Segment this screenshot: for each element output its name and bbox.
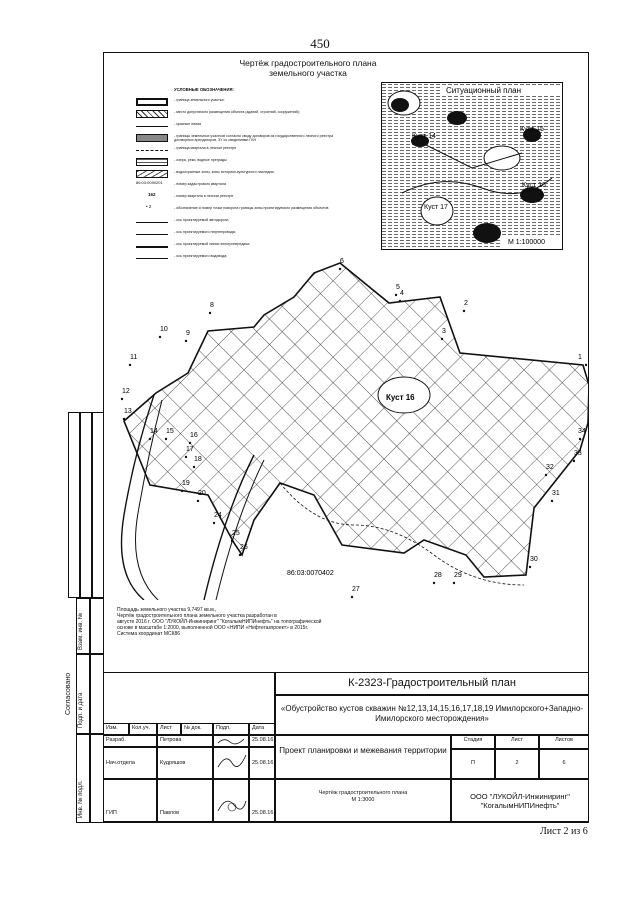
legend-item: - ось проектируемой линии электропередачи; <box>174 241 251 246</box>
sheet-title-cell <box>275 779 451 823</box>
object-name: «Обустройство кустов скважин №12,13,14,15,16,17,18,19 Имилорского+Западно-Имилорского месторождения» <box>275 695 589 735</box>
signature-developer <box>213 735 249 747</box>
turning-point-label: 12 <box>122 388 130 395</box>
name-developer: Петрова <box>157 735 213 747</box>
turning-point-marker <box>529 566 531 568</box>
turning-point-marker <box>239 554 241 556</box>
situation-plan <box>381 82 563 250</box>
legend-item: - граница квартала в лесном реестре <box>174 145 237 150</box>
legend-item: - ось проектируемого нефтепровода; <box>174 229 236 234</box>
road-axis-symbol <box>136 222 168 223</box>
turning-point-label: 34 <box>578 428 586 435</box>
stage-value: П <box>451 749 495 779</box>
hdr-sheet-num: Лист <box>495 735 539 749</box>
area-note-line: августе 2016 г. ООО "ЛУКОЙЛ-Инжиниринг" "КогалымНИПИнефть" на топографической <box>117 619 322 625</box>
hdr-change: Изм. <box>103 723 129 735</box>
land-plot-map <box>104 255 588 600</box>
red-line-symbol <box>136 126 168 127</box>
turning-point-marker <box>463 310 465 312</box>
legend-item: - номер кадастрового квартала <box>174 181 226 186</box>
hdr-signature: Подп. <box>213 723 249 735</box>
date-head: 25.08.16 <box>249 747 275 779</box>
forest-quarter-boundary-symbol <box>136 150 168 151</box>
turning-point-marker <box>185 340 187 342</box>
hdr-doc-no: № док. <box>181 723 213 735</box>
turning-point-marker <box>551 500 553 502</box>
turning-point-marker <box>181 490 183 492</box>
turning-point-label: 3 <box>442 328 446 335</box>
date-chief-engineer: 25.08.16 <box>249 779 275 823</box>
legend <box>136 88 351 265</box>
sheet-title: Чертёж градостроительного плана <box>318 790 408 796</box>
turning-point-label: 2 <box>464 300 468 307</box>
legend-item: - водоохранные зоны, зоны историко-культурного наследия; <box>174 169 275 174</box>
turning-point-marker <box>573 460 575 462</box>
turning-point-label: 32 <box>546 464 554 471</box>
turning-point-label: 15 <box>166 428 174 435</box>
turning-point-marker <box>193 466 195 468</box>
area-note-line: Система координат МСК86 <box>117 631 181 637</box>
turning-point-label: 5 <box>396 284 400 291</box>
parcel-boundary-symbol <box>136 98 168 106</box>
signature-head <box>213 747 249 779</box>
turning-point-label: 17 <box>186 446 194 453</box>
turning-point-label: 4 <box>400 290 404 297</box>
hdr-count: Кол.уч. <box>129 723 157 735</box>
legend-item: - красные линии <box>174 121 202 126</box>
turning-point-marker <box>165 438 167 440</box>
turning-point-marker <box>231 540 233 542</box>
date-developer: 25.08.16 <box>249 735 275 747</box>
turning-point-marker <box>395 294 397 296</box>
turning-point-label: 10 <box>160 326 168 333</box>
signature-chief-engineer <box>213 779 249 823</box>
legend-item: - озера, реки, водные преграды <box>174 157 227 162</box>
power-line-axis-symbol <box>136 246 168 248</box>
turning-point-marker <box>351 596 353 598</box>
cadastral-number: 86:03:0070402 <box>287 570 334 577</box>
oil-pipeline-axis-symbol <box>136 234 168 235</box>
title-block <box>103 672 589 823</box>
turning-point-marker <box>399 300 401 302</box>
legend-item: - место допустимого размещения объекта (зданий, строений, сооружений); <box>174 109 300 114</box>
pad-16-label: Куст 16 <box>386 393 415 402</box>
turning-point-marker <box>213 522 215 524</box>
role-head: Нач.отдела <box>103 747 157 779</box>
document-code: К-2323-Градостроительный план <box>275 673 589 695</box>
original-inventory-label: Инв. № подл. <box>78 780 84 818</box>
turning-point-label: 14 <box>150 428 158 435</box>
pad-14-label: Куст 14 <box>412 133 436 140</box>
situation-scale: М 1:100000 <box>508 239 545 246</box>
area-note-line: Площадь земельного участка 9,7497 кв.м., <box>117 607 217 613</box>
project-name: Проект планировки и межевания территории <box>275 735 451 779</box>
legend-item: - номер квартала в лесном реестре <box>174 193 234 198</box>
area-note-line: основе в масштабе 1:2000, выполненной ООО «НИПИ «Нефтегазпроект» в 2015г. <box>117 625 309 631</box>
turning-point-label: 33 <box>574 450 582 457</box>
turning-point-marker <box>433 582 435 584</box>
name-head: Кудряшов <box>157 747 213 779</box>
forest-parcels-symbol <box>136 134 168 142</box>
legend-item: - ось проектируемой автодороги; <box>174 217 230 222</box>
role-chief-engineer: ГИП <box>103 779 157 823</box>
role-developer: Разраб. <box>103 735 157 747</box>
turning-point-label: 30 <box>530 556 538 563</box>
sheet-scale: М 1:3000 <box>351 797 375 803</box>
quarter-sample: 162 <box>148 191 156 197</box>
agreed-label: Согласовано <box>65 672 72 715</box>
hdr-sheets-total: Листов <box>539 735 589 749</box>
turning-point-label: 13 <box>124 408 132 415</box>
turning-point-label: 8 <box>210 302 214 309</box>
turning-point-marker <box>121 398 123 400</box>
turning-point-label: 25 <box>232 530 240 537</box>
situation-plan-title: Ситуационный план <box>446 86 522 95</box>
page-number: 450 <box>310 36 330 51</box>
turning-point-marker <box>123 418 125 420</box>
turning-point-label: 19 <box>182 480 190 487</box>
pad-15-label: Куст 15 <box>520 126 544 133</box>
pad-16-label: Куст 16 <box>522 182 546 189</box>
turning-point-label: 6 <box>340 258 344 265</box>
name-chief-engineer: Павлов <box>157 779 213 823</box>
signature-date-label: Подп. и дата <box>78 692 84 728</box>
turning-point-marker <box>579 438 581 440</box>
legend-title: УСЛОВНЫЕ ОБОЗНАЧЕНИЯ: <box>174 87 234 92</box>
legend-item: - обозначение и номер точки поворота границы зоны проектируемого размещения объектов <box>174 205 329 210</box>
turning-point-label: 28 <box>434 572 442 579</box>
turning-point-marker <box>545 474 547 476</box>
hdr-stage: Стадия <box>451 735 495 749</box>
land-plot <box>104 255 588 600</box>
replacement-inventory-label: Взам. инв. № <box>78 612 84 650</box>
turning-point-label: 16 <box>190 432 198 439</box>
turning-point-marker <box>197 500 199 502</box>
turning-point-marker <box>159 336 161 338</box>
cadastral-sample: 86:03:0090201 <box>136 179 163 185</box>
sheets-total: 6 <box>539 749 589 779</box>
hdr-date: Дата <box>249 723 275 735</box>
placement-area-symbol <box>136 110 168 118</box>
turning-point-marker <box>149 438 151 440</box>
turning-point-label: 26 <box>240 544 248 551</box>
legend-item: - границы земельных участков согласно своду договоров из государственного лесного реестра договорных арендаторов, ЗУ со сведениями ГКН <box>174 133 334 142</box>
turning-point-marker <box>441 338 443 340</box>
drawing-title <box>233 58 383 78</box>
situation-map <box>382 83 562 249</box>
pad-17-label: Куст 17 <box>424 204 448 211</box>
protection-zone-symbol <box>136 170 168 178</box>
area-note-line: Чертёж градостроительного плана земельного участка разработан в <box>117 613 277 619</box>
turning-point-marker <box>209 312 211 314</box>
turning-point-marker <box>185 456 187 458</box>
turning-point-label: 1 <box>578 354 582 361</box>
sheet-number: 2 <box>495 749 539 779</box>
turning-point-label: 11 <box>130 354 138 361</box>
turning-point-marker <box>339 268 341 270</box>
turning-point-label: 31 <box>552 490 560 497</box>
point-sample: • 2 <box>146 203 152 209</box>
legend-item: - ось проектируемого водовода; <box>174 253 228 258</box>
turning-point-label: 29 <box>454 572 462 579</box>
turning-point-marker <box>189 442 191 444</box>
turning-point-label: 20 <box>198 490 206 497</box>
area-note <box>117 607 347 637</box>
legend-item: - граница земельного участка; <box>174 97 225 102</box>
turning-point-marker <box>129 364 131 366</box>
turning-point-label: 24 <box>214 512 222 519</box>
point-sample-number: 2 <box>148 203 152 209</box>
turning-point-marker <box>453 582 455 584</box>
turning-point-marker <box>585 364 587 366</box>
drawing-title-line-1: Чертёж градостроительного плана <box>239 58 377 68</box>
organization: ООО "ЛУКОЙЛ-Инжиниринг" "КогалымНИПИнефть" <box>451 779 589 823</box>
turning-point-label: 9 <box>186 330 190 337</box>
drawing-title-line-2: земельного участка <box>269 68 347 78</box>
turning-point-label: 18 <box>194 456 202 463</box>
sheet-of: Лист 2 из 6 <box>540 826 588 837</box>
turning-point-label: 27 <box>352 586 360 593</box>
left-margin-grid <box>68 412 104 598</box>
water-symbol <box>136 158 168 166</box>
hdr-sheet: Лист <box>157 723 181 735</box>
